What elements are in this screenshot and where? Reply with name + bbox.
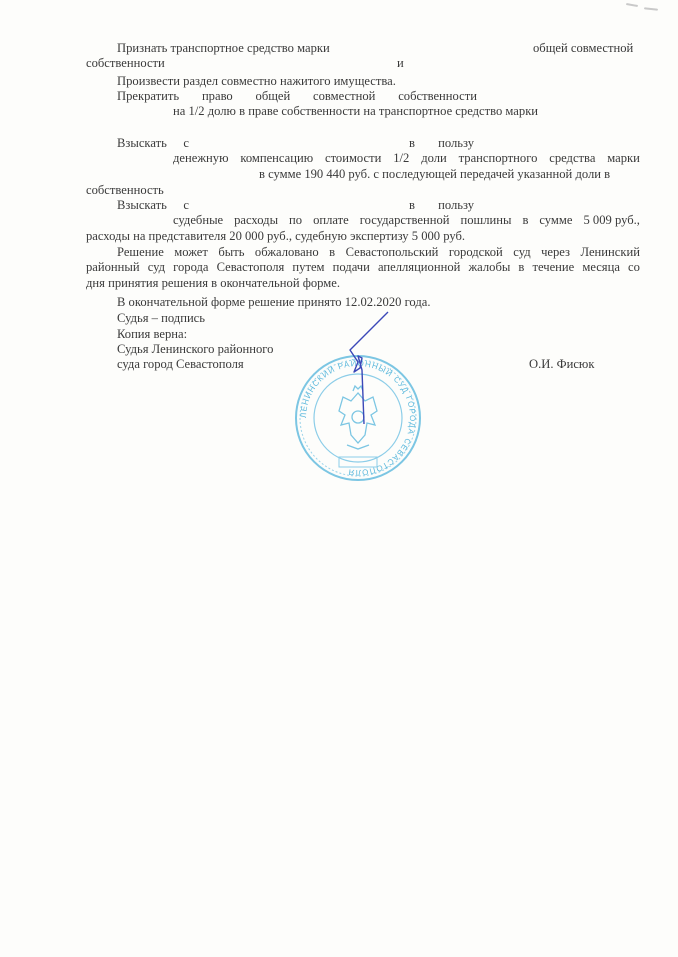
word: пошлины xyxy=(460,213,512,227)
word: в xyxy=(522,213,529,227)
p4-line2 xyxy=(173,151,640,166)
word: обжаловано xyxy=(254,245,319,259)
p3-line2: на 1/2 долю в праве собственности на транспортное средство марки xyxy=(173,104,539,118)
word: судебные xyxy=(173,213,224,227)
p1-line2-mid: и xyxy=(397,56,404,70)
p1-line2-left: собственности xyxy=(86,56,165,70)
word: в xyxy=(409,136,415,150)
word: 1/2 xyxy=(393,151,410,165)
p2: Произвести раздел совместно нажитого имущества. xyxy=(117,74,396,88)
word: оплате xyxy=(313,213,349,227)
word: путем xyxy=(292,260,325,274)
word: пользу xyxy=(438,136,474,150)
p4-line3: в сумме 190 440 руб. с последующей передачей указанной доли в xyxy=(259,167,611,181)
word: со xyxy=(628,260,640,274)
word: месяца xyxy=(582,260,620,274)
word: подачи xyxy=(332,260,370,274)
p5-line1-mid xyxy=(409,198,474,213)
word: стоимости xyxy=(325,151,382,165)
word: может xyxy=(174,245,208,259)
judge-title-line1: Судья Ленинского районного xyxy=(117,342,274,356)
word: течение xyxy=(532,260,575,274)
p6-line3: дня принятия решения в окончательной форме. xyxy=(86,276,340,290)
p5-line2 xyxy=(173,213,640,228)
word: в xyxy=(518,260,525,274)
word: совместной xyxy=(313,89,376,103)
word: Прекратить xyxy=(117,89,180,103)
copy-true-label: Копия верна: xyxy=(117,327,188,341)
p5-line3: расходы на представителя 20 000 руб., судебную экспертизу 5 000 руб. xyxy=(86,229,466,243)
word: марки xyxy=(607,151,640,165)
judge-signature-label: Судья – подпись xyxy=(117,311,206,325)
word: суд xyxy=(147,260,166,274)
word: города xyxy=(173,260,209,274)
p1-line1-left: Признать транспортное средство марки xyxy=(117,41,330,55)
word: суд xyxy=(513,245,531,259)
word: Решение xyxy=(117,245,164,259)
judge-title-line2: суда город Севастополя xyxy=(117,357,244,371)
signature-stroke xyxy=(350,312,388,424)
word: собственности xyxy=(398,89,477,103)
word: с xyxy=(183,198,189,212)
p7: В окончательной форме решение принято 12.02.2020 года. xyxy=(117,295,431,309)
p3-line1 xyxy=(117,89,477,104)
p1-line1-right: общей совместной xyxy=(533,41,634,55)
p4-line1-mid xyxy=(409,136,474,151)
word: быть xyxy=(218,245,245,259)
word: общей xyxy=(255,89,291,103)
word: государственной xyxy=(359,213,450,227)
word: Взыскать xyxy=(117,136,167,150)
word: жалобы xyxy=(468,260,511,274)
word: компенсацию xyxy=(240,151,314,165)
word: денежную xyxy=(173,151,229,165)
p4-line1-left xyxy=(117,136,189,151)
word: апелляционной xyxy=(377,260,461,274)
word: транспортного xyxy=(458,151,538,165)
word: 5 009 руб., xyxy=(583,213,640,227)
scan-smudge xyxy=(644,7,658,10)
word: по xyxy=(289,213,303,227)
word: Севастополя xyxy=(216,260,285,274)
judge-handwritten-signature xyxy=(340,310,400,430)
word: районный xyxy=(86,260,140,274)
word: сумме xyxy=(539,213,573,227)
word: городской xyxy=(448,245,503,259)
p6-line2 xyxy=(86,260,640,275)
word: пользу xyxy=(438,198,474,212)
word: с xyxy=(183,136,189,150)
word: в xyxy=(409,198,415,212)
word: расходы xyxy=(234,213,279,227)
p5-line1-left xyxy=(117,198,189,213)
stamp-text: ЛЕНИНСКИЙ РАЙОННЫЙ СУД ГОРОДА СЕВАСТОПОЛЯ xyxy=(298,358,418,478)
word: доли xyxy=(421,151,447,165)
word: Взыскать xyxy=(117,198,167,212)
p6-line1 xyxy=(117,245,640,260)
p4-line4: собственность xyxy=(86,183,164,197)
scan-smudge xyxy=(626,3,638,7)
word: в xyxy=(329,245,336,259)
word: средства xyxy=(549,151,596,165)
word: право xyxy=(201,89,233,103)
word: через xyxy=(541,245,571,259)
word: Ленинский xyxy=(580,245,640,259)
word: Севастопольский xyxy=(345,245,439,259)
judge-name: О.И. Фисюк xyxy=(529,357,595,371)
